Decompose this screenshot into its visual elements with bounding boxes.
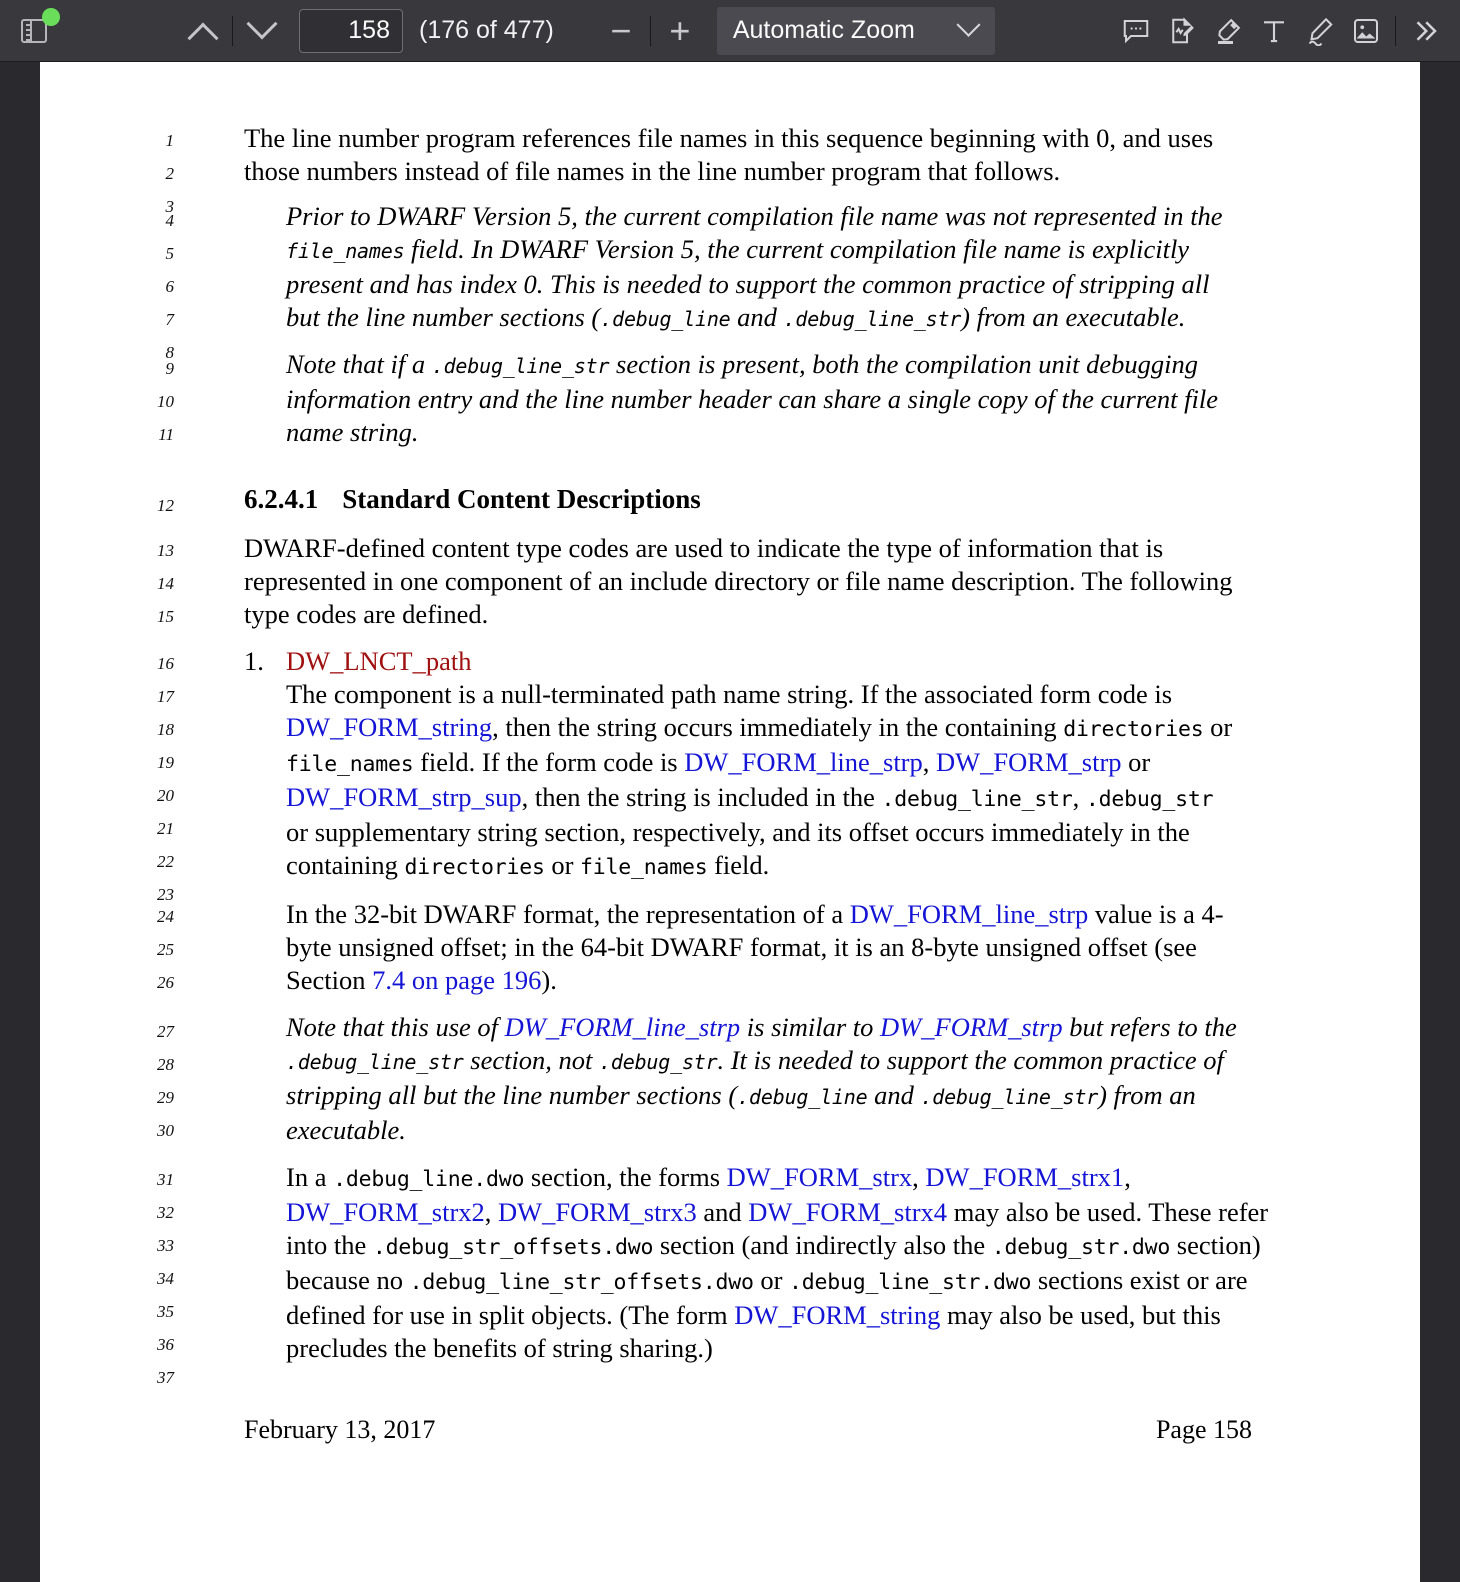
code-span: directories	[404, 855, 545, 880]
image-tool-button[interactable]	[1343, 8, 1389, 54]
text-run: section) because no	[286, 1230, 1261, 1295]
line-number: 29	[157, 1088, 174, 1107]
line-number: 28	[157, 1055, 174, 1074]
chevron-up-icon	[187, 22, 218, 53]
text-run: ,	[484, 1197, 499, 1227]
text-run: ,	[912, 1162, 926, 1192]
note-paragraph	[40, 1011, 1420, 1147]
code-span: file_names	[286, 752, 414, 777]
text-run: or supplementary	[286, 817, 471, 847]
text-run: the	[1190, 201, 1223, 231]
text-run: unsigned offset (see Section	[286, 932, 1197, 995]
section-reference-link[interactable]: 7.4 on page 196	[372, 965, 542, 995]
line-number: 16	[157, 654, 174, 673]
line-number: 15	[157, 607, 174, 626]
line-number: 27	[157, 1022, 174, 1041]
text-line: description. The following type codes are defined.	[244, 566, 1233, 629]
text-line: program that follows.	[831, 156, 1061, 186]
code-span: .debug_line.dwo	[333, 1167, 525, 1192]
text-run: containing	[286, 850, 405, 880]
line-number: 37	[157, 1368, 174, 1387]
text-run: In a	[286, 1162, 334, 1192]
line-number: 31	[157, 1170, 174, 1189]
comment-icon	[1121, 16, 1151, 46]
line-number: 11	[158, 425, 174, 444]
line-number: 18	[157, 720, 174, 739]
text-run: ,	[1072, 782, 1086, 812]
form-link[interactable]: DW_FORM_strx3	[498, 1197, 697, 1227]
form-link[interactable]: DW_FORM_string	[734, 1300, 941, 1330]
code-span: .debug_line_str_offsets.dwo	[409, 1270, 754, 1295]
text-run: , then the string occurs immediately in the	[492, 712, 939, 742]
text-run: sections exist or are defined for use in split objects.	[286, 1265, 1248, 1330]
text-run: is similar to	[740, 1012, 881, 1042]
line-number: 1	[165, 131, 174, 150]
pdf-page	[40, 62, 1420, 1582]
text-run: In the 32-bit DWARF format, the representation of a	[286, 899, 850, 929]
text-icon	[1259, 16, 1289, 46]
pdf-viewer-area[interactable]	[0, 62, 1460, 1582]
toolbar-divider	[650, 16, 651, 46]
toolbar-divider	[232, 16, 233, 46]
text-run: ,	[922, 747, 936, 777]
plus-icon: +	[669, 9, 691, 51]
line-number: 10	[157, 392, 174, 411]
line-number: 24	[157, 907, 174, 926]
text-run: common practice of stripping all but the line number sections (	[286, 1045, 1224, 1110]
image-icon	[1351, 16, 1381, 46]
line-number: 2	[165, 164, 174, 183]
text-run: , then the	[521, 782, 620, 812]
previous-page-button[interactable]	[180, 8, 226, 54]
line-number: 22	[157, 852, 174, 871]
form-link[interactable]: DW_FORM_strp_sup	[286, 782, 522, 812]
form-link[interactable]: DW_FORM_line_strp	[504, 1012, 741, 1042]
paragraph	[40, 1161, 1420, 1387]
line-number: 5	[165, 244, 174, 263]
text-run: field. In DWARF Version 5, the current compilation file name is	[404, 234, 1086, 264]
line-number: 36	[157, 1335, 174, 1354]
page-content	[40, 62, 1420, 1446]
text-run: code is	[1097, 679, 1173, 709]
line-number: 3	[165, 197, 174, 216]
line-number: 32	[157, 1203, 174, 1222]
text-line: explicitly present and has index 0. This is needed to support the common practice of	[286, 234, 1190, 299]
code-span: .debug_line	[600, 307, 731, 331]
paragraph	[40, 532, 1420, 631]
text-run: and	[730, 302, 784, 332]
line-number: 30	[157, 1121, 174, 1140]
page-footer	[244, 1413, 1252, 1446]
pdf-toolbar	[0, 0, 1460, 62]
text-run: or	[1121, 747, 1151, 777]
line-number: 26	[157, 973, 174, 992]
line-number: 20	[157, 786, 174, 805]
text-run: may also be used, but this precludes the	[286, 1300, 1221, 1363]
line-number: 33	[157, 1236, 174, 1255]
line-number: 6	[165, 277, 174, 296]
text-run: section, not	[463, 1045, 600, 1075]
page-count-label: (176 of 477)	[419, 16, 554, 44]
form-link[interactable]: DW_FORM_strx	[726, 1162, 913, 1192]
text-run: Note that if a	[286, 349, 432, 379]
text-run: and	[696, 1197, 749, 1227]
code-span: .debug_str.dwo	[991, 1235, 1171, 1260]
text-run: (The form	[619, 1300, 735, 1330]
text-run: stripping all but the line number sections (	[286, 269, 1210, 332]
text-run: ).	[541, 965, 557, 995]
toolbar-divider	[1395, 16, 1396, 46]
text-line: Prior to DWARF Version 5, the current compilation file name was not represented in	[286, 201, 1184, 231]
code-span: .debug_line	[737, 1085, 868, 1109]
sidebar-toggle-button[interactable]	[12, 6, 62, 56]
zoom-level-select[interactable]	[717, 7, 995, 55]
text-run: containing	[944, 712, 1064, 742]
form-link[interactable]: DW_FORM_line_strp	[684, 747, 923, 777]
line-number: 9	[165, 359, 174, 378]
text-line: benefits of string sharing.)	[433, 1333, 713, 1363]
paragraph	[40, 898, 1420, 997]
heading-number: 6.2.4.1	[244, 484, 319, 514]
section-heading	[40, 483, 1420, 516]
line-number: 19	[157, 753, 174, 772]
list-marker: 1.	[244, 646, 264, 676]
code-span: file_names	[286, 239, 405, 263]
code-span: .debug_line_str	[783, 307, 962, 331]
notification-dot-icon	[42, 8, 60, 26]
form-link[interactable]: DW_FORM_strp	[880, 1012, 1063, 1042]
line-number: 8	[165, 343, 174, 362]
code-span: .debug_line_str	[881, 787, 1073, 812]
text-line: string section, respectively, and its offset occurs immediately in the	[477, 817, 1190, 847]
form-link[interactable]: DW_FORM_strp	[936, 747, 1122, 777]
text-run: section (and indirectly	[653, 1230, 897, 1260]
code-span: file_names	[580, 855, 708, 880]
highlighter-icon	[1213, 16, 1243, 46]
note-paragraph	[40, 200, 1420, 362]
text-line: The component is a null-terminated path name string. If the associated form	[286, 679, 1092, 709]
line-number: 14	[157, 574, 174, 593]
text-line: that is represented in one component of an include directory or file name	[244, 533, 1164, 596]
code-span: directories	[1063, 717, 1204, 742]
text-run: or	[544, 850, 581, 880]
form-link[interactable]: DW_FORM_string	[286, 712, 493, 742]
text-line: the current file name string.	[286, 384, 1219, 447]
term-link[interactable]: DW_LNCT_path	[286, 646, 472, 676]
code-span: .debug_str	[1085, 787, 1214, 812]
text-run: but refers	[1062, 1012, 1171, 1042]
list-item	[40, 645, 1420, 904]
line-number: 7	[165, 310, 174, 329]
text-run: section is present, both the compilation unit	[609, 349, 1080, 379]
text-run: string is included in the	[626, 782, 882, 812]
zoom-out-button[interactable]	[598, 8, 644, 54]
code-span: .debug_line_str.dwo	[789, 1270, 1032, 1295]
draw-icon	[1305, 16, 1335, 46]
code-span: .debug_str	[599, 1050, 718, 1074]
text-run: used. These refer into the	[286, 1197, 1269, 1260]
text-run: section, the forms	[524, 1162, 727, 1192]
footer-date: February 13, 2017	[244, 1415, 436, 1444]
text-run: ,	[1124, 1162, 1131, 1192]
text-run: ) from an executable.	[286, 1080, 1196, 1145]
line-number: 35	[157, 1302, 174, 1321]
text-run: to the	[1177, 1012, 1237, 1042]
next-page-button[interactable]	[239, 8, 285, 54]
more-tools-button[interactable]	[1402, 8, 1448, 54]
line-number: 4	[165, 211, 174, 230]
code-span: .debug_line_str	[286, 1050, 464, 1074]
page-number-input[interactable]	[299, 9, 403, 53]
text-line: DWARF-defined content type codes are used to indicate the type of information	[244, 533, 1093, 563]
line-number: 17	[157, 687, 174, 706]
text-run: field.	[707, 850, 770, 880]
text-run: Note that this use of	[286, 1012, 505, 1042]
code-span: .debug_str_offsets.dwo	[372, 1235, 654, 1260]
chevron-down-icon	[246, 8, 277, 39]
zoom-in-button[interactable]	[657, 8, 703, 54]
form-link[interactable]: DW_FORM_strx2	[286, 1197, 485, 1227]
line-number: 25	[157, 940, 174, 959]
line-number: 34	[157, 1269, 174, 1288]
text-run: )	[961, 302, 970, 332]
code-span: .debug_line_str	[920, 1085, 1099, 1109]
footer-page-number: Page 158	[1155, 1415, 1252, 1444]
comment-tool-button[interactable]	[1113, 8, 1159, 54]
text-run: or	[1203, 712, 1233, 742]
form-link[interactable]: DW_FORM_line_strp	[849, 899, 1089, 929]
line-number: 12	[157, 496, 174, 515]
text-line: The line number program references file names in this sequence beginning	[244, 123, 1036, 153]
heading-title: Standard Content Descriptions	[342, 484, 701, 514]
line-number: 13	[157, 541, 174, 560]
line-number: 23	[157, 885, 174, 904]
text-line: with 0, and uses those numbers instead of file names in the line number	[244, 123, 1214, 186]
signature-icon	[1167, 16, 1197, 46]
text-run: field. If the form code is	[413, 747, 678, 777]
zoom-level-label: Automatic Zoom	[732, 16, 915, 44]
text-line: value is a 4-byte unsigned offset; in the 64-bit DWARF format, it is an 8-byte	[286, 899, 1224, 962]
signature-tool-button[interactable]	[1159, 8, 1205, 54]
line-number: 21	[157, 819, 174, 838]
code-span: .debug_line_str	[431, 354, 610, 378]
note-paragraph	[40, 348, 1420, 449]
chevron-double-right-icon	[1410, 16, 1440, 46]
chevron-down-icon	[956, 13, 980, 37]
text-run: and	[867, 1080, 914, 1110]
minus-icon: −	[610, 9, 632, 51]
text-run: . It is needed to support the	[717, 1045, 1007, 1075]
form-link[interactable]: DW_FORM_strx1	[925, 1162, 1125, 1192]
draw-tool-button[interactable]	[1297, 8, 1343, 54]
text-line: debugging information entry and the line number header can share a single copy of	[286, 349, 1198, 414]
text-line: from an executable.	[976, 302, 1186, 332]
form-link[interactable]: DW_FORM_strx4	[748, 1197, 948, 1227]
text-run: also the	[903, 1230, 992, 1260]
text-run: may also be	[947, 1197, 1081, 1227]
text-tool-button[interactable]	[1251, 8, 1297, 54]
text-run: or	[760, 1265, 790, 1295]
highlight-tool-button[interactable]	[1205, 8, 1251, 54]
